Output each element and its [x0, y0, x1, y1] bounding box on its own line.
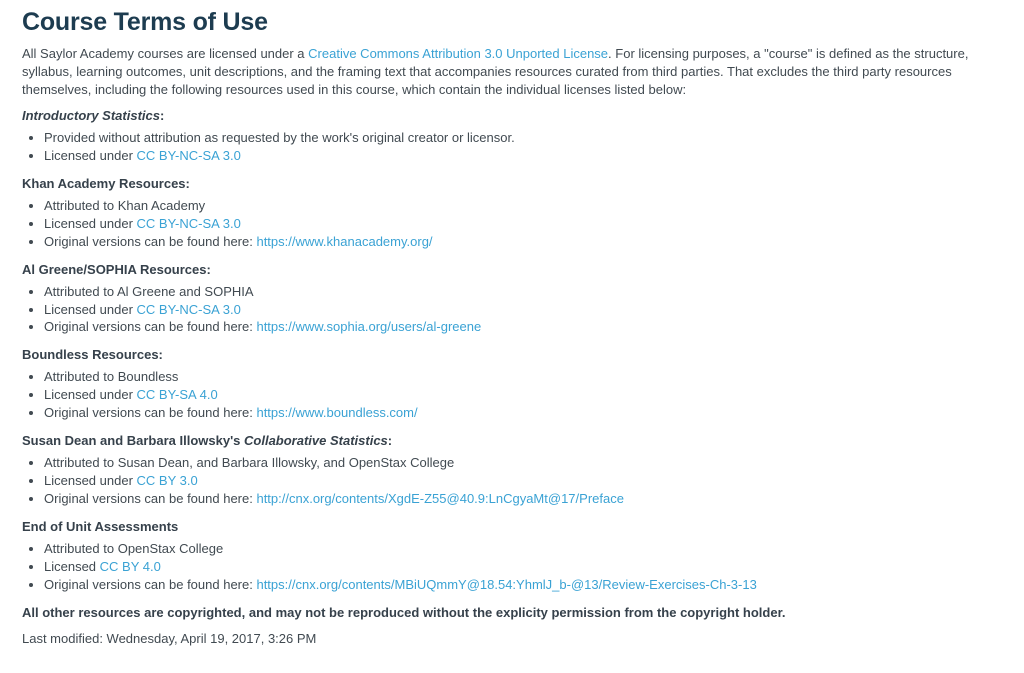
- text-run: Attributed to Boundless: [44, 369, 179, 385]
- text-run: Licensed under: [44, 301, 137, 317]
- bullet-item: [44, 197, 1002, 215]
- text-link[interactable]: CC BY-NC-SA 3.0: [136, 215, 241, 231]
- bullet-item: [44, 540, 1002, 558]
- text-run: Khan Academy Resources:: [22, 175, 190, 191]
- bullet-item: [44, 301, 1002, 319]
- section-heading-text: [22, 176, 190, 191]
- section-bullet-list: [22, 129, 1002, 165]
- section-heading-text: [22, 262, 211, 277]
- text-link[interactable]: CC BY-NC-SA 3.0: [136, 147, 241, 163]
- text-run: Licensed: [44, 558, 100, 574]
- text-run: Boundless Resources:: [22, 347, 163, 363]
- bullet-item: [44, 368, 1002, 386]
- text-run: :: [387, 433, 393, 449]
- section-heading: [22, 261, 1002, 279]
- section-bullet-list: [22, 540, 1002, 594]
- text-run: Licensed under: [44, 147, 137, 163]
- bullet-item: [44, 404, 1002, 422]
- text-run: Original versions can be found here:: [44, 490, 257, 506]
- section-bullet-list: [22, 197, 1002, 251]
- section-heading-text: [22, 108, 164, 123]
- section-heading: [22, 346, 1002, 364]
- section-heading: [22, 175, 1002, 193]
- sections: [22, 107, 1002, 594]
- text-run: Original versions can be found here:: [44, 233, 257, 249]
- section-heading-text: [22, 519, 178, 534]
- text-link[interactable]: https://www.sophia.org/users/al-greene: [256, 319, 482, 335]
- section-heading-text: [22, 433, 392, 448]
- text-link[interactable]: CC BY 3.0: [136, 473, 198, 488]
- text-link[interactable]: https://www.boundless.com/: [256, 405, 418, 421]
- bullet-item: [44, 233, 1002, 251]
- section-heading: [22, 518, 1002, 536]
- text-run: Provided without attribution as requested by the work's original creator or licensor.: [44, 130, 515, 145]
- text-run: Original versions can be found here:: [44, 576, 257, 592]
- bullet-item: [44, 386, 1002, 404]
- text-run: Attributed to OpenStax College: [44, 540, 224, 556]
- text-run: Attributed to Al Greene and SOPHIA: [44, 283, 254, 299]
- section-bullet-list: [22, 368, 1002, 422]
- bullet-item: [44, 129, 1002, 147]
- section-bullet-list: [22, 283, 1002, 337]
- bullet-item: [44, 490, 1002, 508]
- bullet-item: [44, 283, 1002, 301]
- page-title: Course Terms of Use: [22, 8, 268, 36]
- text-run: Original versions can be found here:: [44, 405, 257, 421]
- italic-text: Introductory Statistics: [22, 108, 160, 124]
- cc-license-link[interactable]: Creative Commons Attribution 3.0 Unported License: [308, 46, 609, 62]
- text-link[interactable]: http://cnx.org/contents/XgdE-Z55@40.9:LnCgyaMt@17/Preface: [256, 490, 624, 506]
- text-run: :: [159, 108, 165, 124]
- text-run: Licensed under: [44, 387, 137, 403]
- bullet-item: [44, 318, 1002, 336]
- section-heading: [22, 107, 1002, 125]
- intro-text-after-link: . For licensing purposes, a "course" is defined as the structure, syllabus, learning outcomes, unit descriptions, and the framing text that accompanies resources curated from third parties. That excludes the third party resources themselves, including the following resources used in this course, which contain the individual licenses listed below:: [22, 46, 969, 98]
- text-link[interactable]: CC BY 4.0: [99, 558, 161, 574]
- text-run: Licensed under: [44, 473, 137, 488]
- text-run: Attributed to Khan Academy: [44, 197, 206, 213]
- text-run: Susan Dean and Barbara Illowsky's: [22, 433, 245, 449]
- text-run: Al Greene/SOPHIA Resources:: [22, 261, 211, 277]
- italic-text: Collaborative Statistics: [244, 433, 388, 449]
- text-run: Original versions can be found here:: [44, 319, 257, 335]
- bullet-item: [44, 472, 1002, 490]
- section-bullet-list: [22, 454, 1002, 508]
- last-modified: Last modified: Wednesday, April 19, 2017, 3:26 PM: [22, 630, 317, 646]
- bullet-item: [44, 558, 1002, 576]
- section-heading: [22, 432, 1002, 450]
- text-link[interactable]: CC BY-NC-SA 3.0: [136, 301, 241, 317]
- text-run: Licensed under: [44, 215, 137, 231]
- text-link[interactable]: https://cnx.org/contents/MBiUQmmY@18.54:YhmlJ_b-@13/Review-Exercises-Ch-3-13: [256, 576, 757, 592]
- bullet-item: [44, 576, 1002, 594]
- text-link[interactable]: https://www.khanacademy.org/: [256, 233, 433, 249]
- text-link[interactable]: CC BY-SA 4.0: [136, 387, 218, 403]
- copyright-notice: All other resources are copyrighted, and may not be reproduced without the explicity permission from the copyright holder.: [22, 604, 786, 620]
- intro-text-before-link: All Saylor Academy courses are licensed under a: [22, 46, 309, 62]
- bullet-item: [44, 454, 1002, 472]
- text-run: Attributed to Susan Dean, and Barbara Illowsky, and OpenStax College: [44, 455, 455, 471]
- intro-paragraph: [22, 45, 1002, 99]
- section-heading-text: [22, 347, 163, 362]
- bullet-item: [44, 215, 1002, 233]
- text-run: End of Unit Assessments: [22, 518, 179, 534]
- bullet-item: [44, 147, 1002, 165]
